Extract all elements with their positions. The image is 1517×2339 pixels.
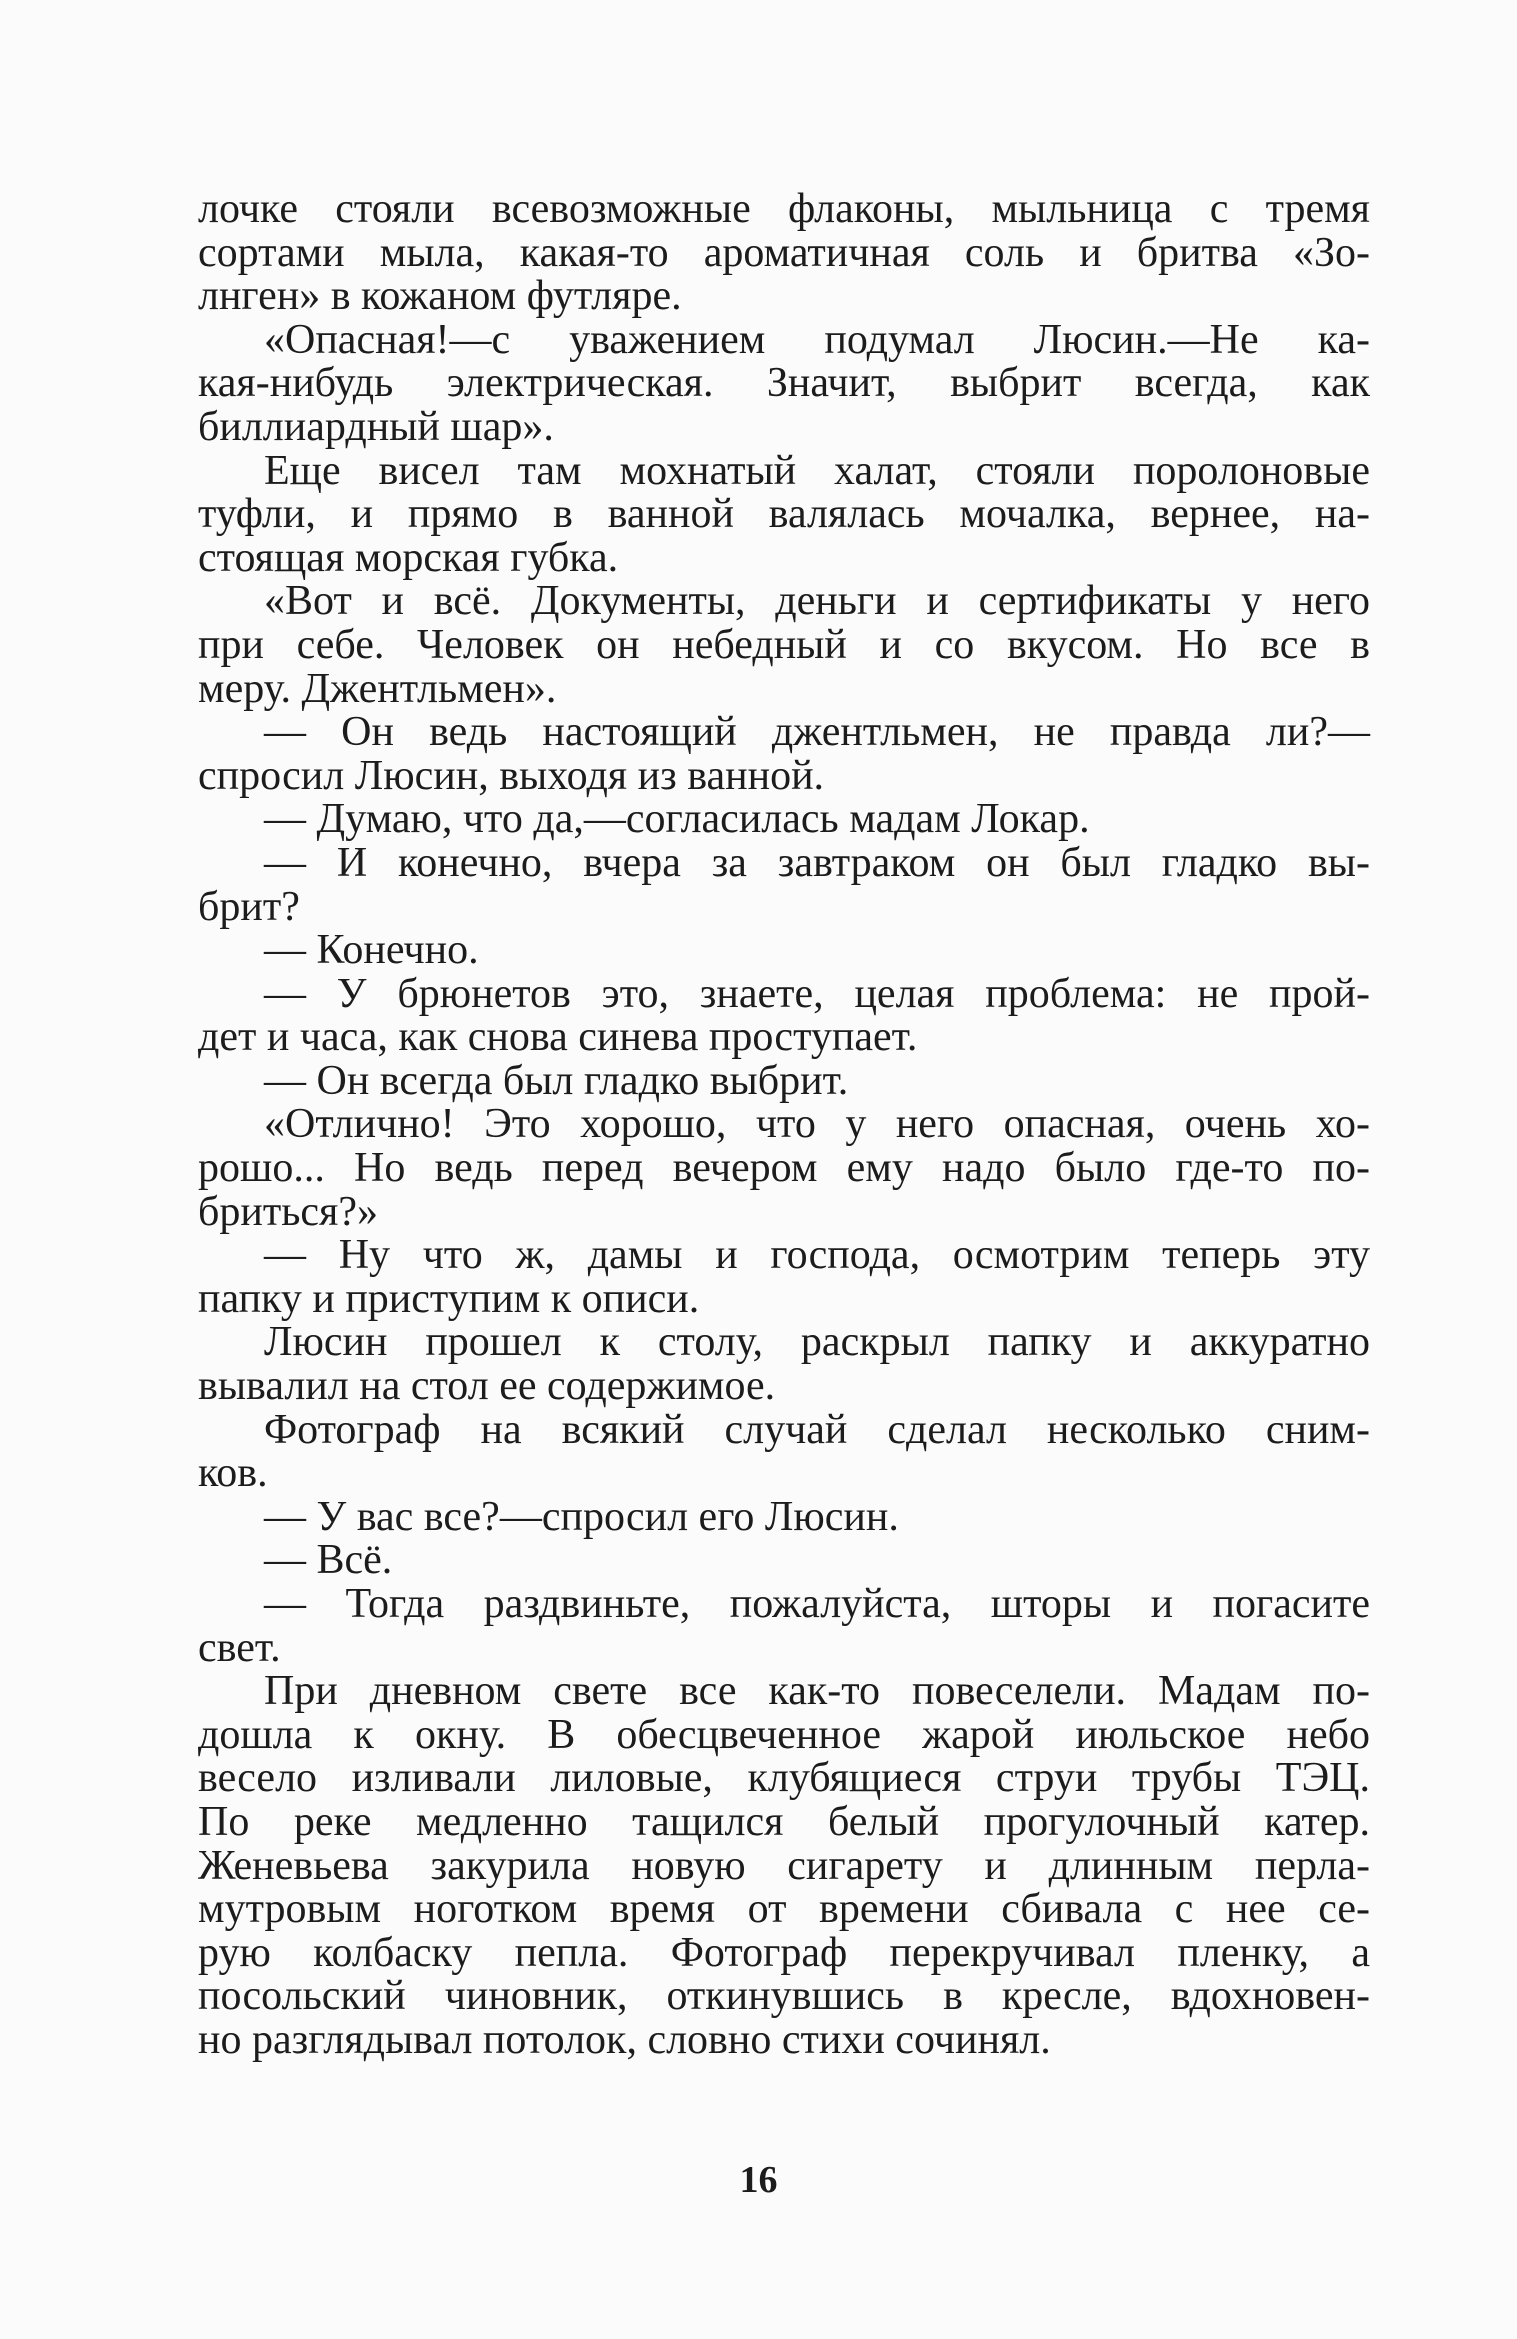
text-line: мутровым ноготком время от времени сбивала с нее се-	[198, 1886, 1370, 1933]
paragraph	[198, 188, 1370, 319]
paragraph	[198, 970, 1370, 1061]
text-line: Еще висел там мохнатый халат, стояли поролоновые	[264, 447, 1370, 494]
text-line: Фотограф на всякий случай сделал несколько сним-	[264, 1406, 1370, 1453]
text-line: туфли, и прямо в ванной валялась мочалка, вернее, на-	[198, 491, 1370, 538]
paragraph	[198, 1539, 1370, 1583]
text-line: — У вас все?—спросил его Люсин.	[264, 1493, 899, 1540]
text-line: — Тогда раздвиньте, пожалуйста, шторы и погасите	[264, 1581, 1370, 1627]
text-line: ков.	[198, 1450, 268, 1497]
text-line: — Всё.	[264, 1537, 393, 1584]
text-line: при себе. Человек он небедный и со вкусом. Но все в	[198, 621, 1370, 668]
text-line: кая-нибудь электрическая. Значит, выбрит всегда, как	[198, 360, 1370, 407]
text-line: вывалил на стол ее содержимое.	[198, 1363, 776, 1410]
paragraph	[198, 929, 1370, 973]
paragraph	[198, 316, 1370, 450]
text-line: свет.	[198, 1624, 281, 1671]
text-line: меру. Джентльмен».	[198, 665, 557, 712]
text-line: папку и приступим к описи.	[198, 1275, 700, 1322]
paragraph	[198, 711, 1370, 798]
text-line: При дневном свете все как-то повеселели. Мадам по-	[264, 1668, 1370, 1715]
text-line: — Он всегда был гладко выбрит.	[264, 1057, 849, 1104]
page-number: 16	[739, 2159, 778, 2201]
paragraph	[198, 1234, 1370, 1321]
text-line: — Ну что ж, дамы и господа, осмотрим теперь эту	[264, 1232, 1370, 1279]
body-text	[198, 188, 1370, 2063]
text-line: бриться?»	[198, 1188, 378, 1235]
text-line: дет и часа, как снова синева проступает.	[198, 1014, 918, 1061]
text-line: — Конечно.	[264, 927, 479, 974]
text-line: По реке медленно тащился белый прогулочный катер.	[198, 1798, 1370, 1845]
text-line: лнген» в кожаном футляре.	[198, 273, 682, 320]
text-line: сортами мыла, какая-то ароматичная соль и бритва «Зо-	[198, 229, 1370, 276]
text-line: брит?	[198, 883, 300, 930]
paragraph	[198, 839, 1370, 930]
paragraph	[198, 1493, 1370, 1540]
text-line: весело изливали лиловые, клубящиеся струи трубы ТЭЦ.	[198, 1755, 1370, 1802]
text-line: но разглядывал потолок, словно стихи сочинял.	[198, 2016, 1051, 2063]
text-line: рошо... Но ведь перед вечером ему надо было где-то по-	[198, 1145, 1370, 1192]
text-line: — У брюнетов это, знаете, целая проблема: не прой-	[264, 970, 1370, 1017]
paragraph	[198, 1321, 1370, 1408]
text-line: лочке стояли всевозможные флаконы, мыльница с тремя	[198, 186, 1370, 232]
paragraph	[198, 798, 1370, 842]
text-line: «Вот и всё. Документы, деньги и сертификаты у него	[264, 578, 1370, 625]
paragraph	[198, 1057, 1370, 1104]
text-line: — Он ведь настоящий джентльмен, не правда ли?—	[264, 709, 1370, 756]
paragraph	[198, 447, 1370, 581]
text-line: «Опасная!—с уважением подумал Люсин.—Не ка-	[264, 316, 1370, 363]
text-line: биллиардный шар».	[198, 403, 554, 450]
text-line: посольский чиновник, откинувшись в кресле, вдохновен-	[198, 1973, 1370, 2020]
text-line: «Отлично! Это хорошо, что у него опасная, очень хо-	[264, 1101, 1370, 1148]
paragraph	[198, 1103, 1370, 1234]
paragraph	[198, 1670, 1370, 2062]
text-line: — Думаю, что да,—согласилась мадам Локар.	[264, 796, 1090, 843]
text-line: стоящая морская губка.	[198, 534, 619, 581]
text-line: дошла к окну. В обесцвеченное жарой июльское небо	[198, 1711, 1370, 1758]
text-line: рую колбаску пепла. Фотограф перекручивал пленку, а	[198, 1929, 1370, 1976]
paragraph	[198, 1406, 1370, 1497]
text-line: спросил Люсин, выходя из ванной.	[198, 752, 825, 799]
paragraph	[198, 1583, 1370, 1670]
text-line: Женевьева закурила новую сигарету и длинным перла-	[198, 1842, 1370, 1889]
text-line: Люсин прошел к столу, раскрыл папку и аккуратно	[264, 1319, 1370, 1366]
paragraph	[198, 580, 1370, 711]
text-line: — И конечно, вчера за завтраком он был гладко вы-	[264, 839, 1370, 886]
